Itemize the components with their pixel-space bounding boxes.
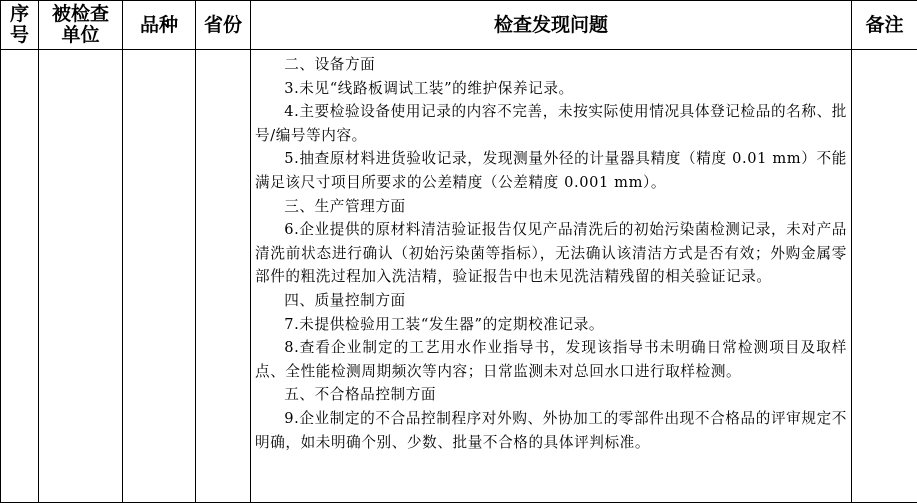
- cell-issues-found: [251, 50, 852, 503]
- issues-list: [251, 50, 851, 454]
- cell-remarks: [852, 50, 917, 503]
- issue-item: 5.抽查原材料进货验收记录，发现测量外径的计量器具精度（精度 0.01 mm）不能满足该尺寸项目所要求的公差精度（公差精度 0.001 mm）。: [255, 150, 847, 191]
- header-issues-found: 检查发现问题: [251, 1, 852, 50]
- cell-province: [196, 50, 251, 503]
- header-inspected-unit: 被检查单位: [39, 1, 123, 50]
- cell-inspected-unit: [39, 50, 123, 503]
- cell-variety: [123, 50, 196, 503]
- issue-section-heading: 四、质量控制方面: [284, 291, 406, 309]
- header-row: [1, 1, 917, 50]
- header-province: 省份: [196, 1, 251, 50]
- issue-section-heading: 二、设备方面: [284, 56, 376, 73]
- issue-item: 8.查看企业制定的工艺用水作业指导书，发现该指导书未明确日常检测项目及取样点、全性能检测周期频次等内容；日常监测未对总回水口进行取样检测。: [255, 339, 847, 380]
- issue-section-heading: 三、生产管理方面: [284, 197, 406, 215]
- issue-item: 9.企业制定的不合品控制程序对外购、外协加工的零部件出现不合格品的评审规定不明确，如未明确个别、少数、批量不合格的具体评判标准。: [255, 409, 847, 451]
- issue-section-heading: 五、不合格品控制方面: [284, 386, 437, 404]
- issue-item: 4.主要检验设备使用记录的内容不完善，未按实际使用情况具体登记检品的名称、批号/编号等内容。: [255, 103, 847, 144]
- issue-item: 3.未见“线路板调试工装”的维护保养记录。: [284, 79, 574, 97]
- cell-serial-number: [1, 50, 39, 503]
- issue-item: 6.企业提供的原材料清洁验证报告仅见产品清洗后的初始污染菌检测记录，未对产品清洗前状态进行确认（初始污染菌等指标），无法确认该清洁方式是否有效；外购金属零部件的粗洗过程加入洗洁精，验证报告中也未见洗洁精残留的相关验证记录。: [255, 221, 847, 286]
- issue-item: 7.未提供检验用工装“发生器”的定期校准记录。: [284, 315, 605, 333]
- table-row: [1, 50, 917, 503]
- header-remarks: 备注: [852, 1, 917, 50]
- header-serial-number: 序号: [1, 1, 39, 50]
- header-variety: 品种: [123, 1, 196, 50]
